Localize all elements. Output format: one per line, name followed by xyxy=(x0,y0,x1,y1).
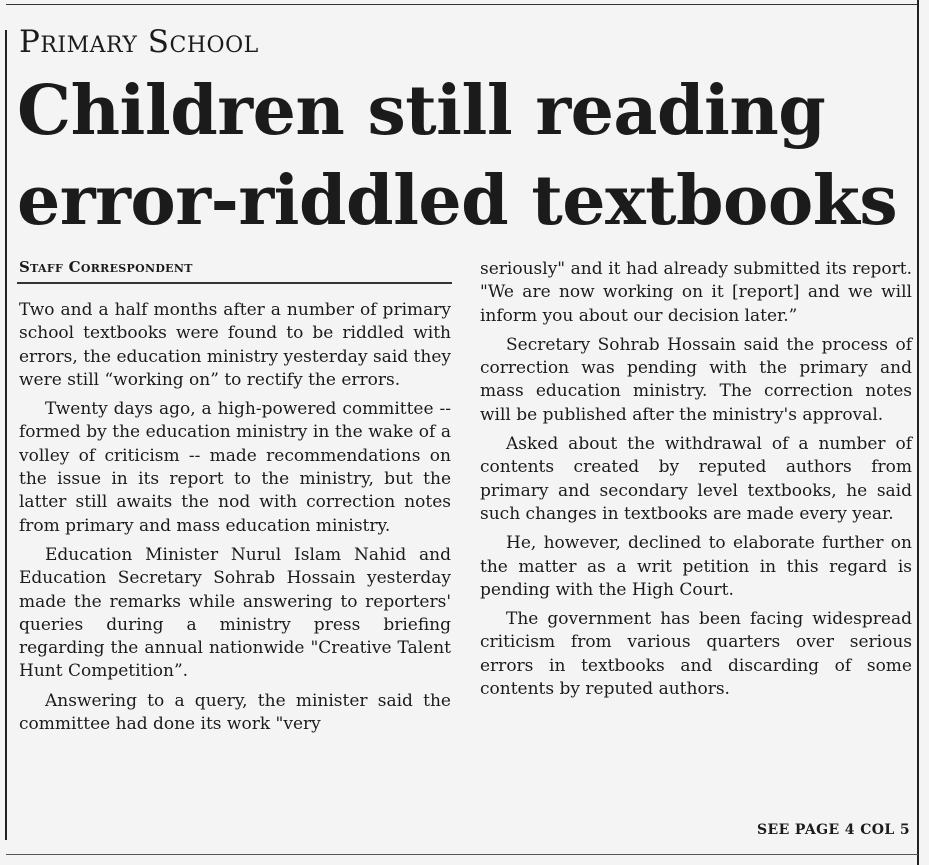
paragraph-1: Two and a half months after a number of primary school textbooks were found to be riddled with errors, the education ministry yesterday said they were still “working on” to rectify the errors. xyxy=(19,300,451,390)
top-rule xyxy=(6,4,918,5)
headline-line-2: error-riddled textbooks xyxy=(17,161,898,241)
paragraph-3: Education Minister Nurul Islam Nahid and Education Secretary Sohrab Hossain yesterday made the remarks while answering to reporters' queries during a ministry press briefing regarding the annual nationwide "Creative Talent Hunt Competition”. xyxy=(19,544,451,682)
article-column-right xyxy=(480,258,912,701)
paragraph-7: He, however, declined to elaborate further on the matter as a writ petition in this regard is pending with the High Court. xyxy=(480,533,912,600)
paragraph-6: Asked about the withdrawal of a number of contents created by reputed authors from primary and secondary level textbooks, he said such changes in textbooks are made every year. xyxy=(480,434,912,524)
right-rule xyxy=(917,0,919,865)
continuation-link[interactable]: SEE PAGE 4 COL 5 xyxy=(756,822,910,838)
left-rule xyxy=(5,30,7,840)
byline-text: Staff Correspondent xyxy=(19,258,193,276)
bottom-rule xyxy=(6,854,918,855)
paragraph-4-start: Answering to a query, the minister said the committee had done its work "very xyxy=(19,690,451,735)
section-kicker: Primary School xyxy=(19,24,259,60)
headline-line-1: Children still reading xyxy=(17,71,826,151)
byline xyxy=(19,258,193,276)
paragraph-8: The government has been facing widespread criticism from various quarters over serious errors in textbooks and discarding of some contents by reputed authors. xyxy=(480,609,912,700)
article-headline xyxy=(17,66,912,246)
paragraph-4-end: seriously" and it had already submitted its report. "We are now working on it [report] and we will inform you about our decision later.” xyxy=(480,259,912,326)
byline-rule xyxy=(17,282,452,284)
paragraph-2: Twenty days ago, a high-powered committee -- formed by the education ministry in the wake of a volley of criticism -- made recommendations on the issue in its report to the ministry, but the latter still awaits the nod with correction notes from primary and mass education ministry. xyxy=(19,399,451,536)
paragraph-5: Secretary Sohrab Hossain said the process of correction was pending with the primary and mass education ministry. The correction notes will be published after the ministry's approval. xyxy=(480,334,912,425)
article-column-left xyxy=(19,299,451,736)
